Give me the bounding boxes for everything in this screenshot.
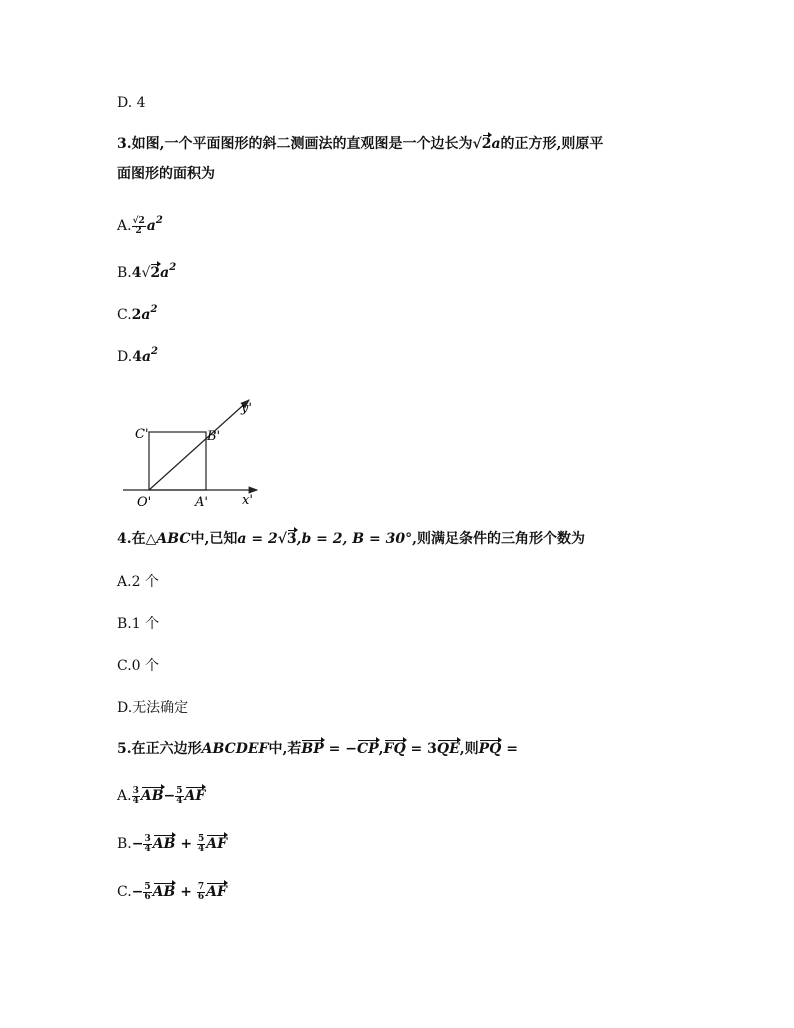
hexagon-name: ABCDEF — [201, 741, 269, 757]
denominator: 6 — [197, 891, 205, 902]
fraction — [132, 787, 140, 806]
denominator: 2 — [135, 225, 142, 236]
exponent: 2 — [155, 215, 163, 226]
fraction — [132, 217, 146, 236]
q3-stem-line1 — [117, 134, 603, 154]
label-y: y' — [241, 401, 252, 416]
option-label: A. — [117, 218, 132, 234]
square — [149, 432, 206, 490]
q5-stem — [117, 739, 518, 759]
exponent: 2 — [150, 304, 158, 315]
exponent: 2 — [169, 262, 177, 273]
coefficient: 4 — [131, 265, 142, 281]
q4-option-c — [117, 656, 159, 676]
triangle-name: ABC — [156, 531, 191, 547]
fraction — [175, 787, 183, 806]
sqrt-radicand: 2 — [150, 265, 161, 281]
option-label: D. — [117, 95, 133, 111]
q2-option-d — [117, 93, 146, 113]
stem-text: 的正方形,则原平 — [500, 136, 604, 152]
question-number: 3. — [117, 136, 132, 152]
operator: + — [175, 884, 197, 900]
label-o: O' — [137, 495, 152, 510]
sign: − — [131, 884, 144, 900]
stem-text: 中,已知 — [190, 531, 238, 547]
option-label: A. — [117, 574, 132, 590]
question-number: 4. — [117, 531, 132, 547]
option-label: D. — [117, 349, 133, 365]
operator: − — [163, 788, 176, 804]
option-label: B. — [117, 836, 132, 852]
coefficient: 2 — [131, 307, 142, 323]
denominator: 4 — [176, 795, 183, 806]
stem-text: 如图,一个平面图形的斜二测画法的直观图是一个边长为 — [131, 136, 473, 152]
vector-bp: BP — [301, 741, 324, 757]
question-number: 5. — [117, 741, 132, 757]
denominator: 4 — [144, 843, 151, 854]
variable-a: a — [141, 307, 151, 323]
stem-text: 在正六边形 — [131, 741, 202, 757]
vector-qe: QE — [436, 741, 460, 757]
option-text: 0 个 — [131, 658, 160, 674]
q3-stem-line2 — [117, 164, 215, 184]
option-text: 4 — [136, 95, 146, 111]
option-label: B. — [117, 265, 132, 281]
q3-option-b — [117, 258, 176, 283]
vector-cp: CP — [356, 741, 379, 757]
sqrt-radicand: 3 — [286, 531, 297, 547]
exponent: 2 — [151, 346, 158, 357]
stem-text: 中,若 — [268, 741, 302, 757]
vector-af: AF — [206, 836, 228, 852]
option-label: C. — [117, 884, 132, 900]
denominator: 4 — [197, 843, 205, 854]
denominator: 4 — [132, 795, 139, 806]
stem-text: 面图形的面积为 — [117, 166, 215, 182]
operator: + — [175, 836, 197, 852]
numerator: 5 — [144, 881, 151, 892]
fraction — [143, 883, 151, 902]
fraction — [197, 883, 205, 902]
vector-ab: AB — [140, 788, 164, 804]
numerator: √2 — [132, 215, 145, 226]
option-label: C. — [117, 307, 132, 323]
vector-ab: AB — [152, 884, 176, 900]
stem-text: ,则 — [459, 741, 479, 757]
oblique-projection-figure — [117, 392, 267, 514]
sqrt-symbol: √2 — [141, 265, 161, 281]
q3-option-c — [117, 300, 157, 325]
q5-option-b — [117, 834, 227, 854]
q4-option-a — [117, 572, 159, 592]
variable-a: a — [141, 349, 152, 365]
triangle-symbol: △ — [145, 531, 157, 547]
denominator: 6 — [144, 891, 151, 902]
variable-a: a — [160, 265, 170, 281]
q5-option-a — [117, 786, 205, 806]
sign: − — [131, 836, 144, 852]
q4-option-b — [117, 614, 159, 634]
fraction — [143, 835, 151, 854]
label-c: C' — [135, 427, 149, 442]
q3-option-a — [117, 211, 163, 236]
coefficient: 4 — [132, 349, 142, 365]
y-axis — [149, 400, 249, 490]
q5-option-c — [117, 882, 227, 902]
operator: = − — [323, 741, 357, 757]
option-label: B. — [117, 616, 132, 632]
vector-fq: FQ — [383, 741, 406, 757]
operator: = — [501, 741, 518, 757]
stem-text: ,则满足条件的三角形个数为 — [412, 531, 585, 547]
label-x: x' — [242, 493, 253, 508]
option-text: 1 个 — [131, 616, 160, 632]
numerator: 3 — [132, 785, 139, 796]
label-a: A' — [195, 495, 208, 510]
numerator: 5 — [176, 785, 183, 796]
sqrt-radicand: 2 — [481, 136, 492, 152]
condition-b: ,b = 2, B = 30° — [296, 531, 413, 547]
option-text: 无法确定 — [132, 700, 189, 716]
condition-a: a = 2 — [237, 531, 278, 547]
variable-a: a — [491, 136, 501, 152]
option-label: C. — [117, 658, 132, 674]
label-b: B' — [207, 429, 221, 444]
option-label: A. — [117, 788, 132, 804]
q4-stem — [117, 529, 585, 549]
operator: = 3 — [405, 741, 437, 757]
vector-pq: PQ — [478, 741, 502, 757]
vector-af: AF — [184, 788, 206, 804]
numerator: 7 — [197, 881, 205, 892]
numerator: 3 — [144, 833, 151, 844]
stem-text: 在 — [131, 531, 146, 547]
option-text: 2 个 — [131, 574, 159, 590]
variable-a: a — [146, 218, 156, 234]
q3-option-d — [117, 342, 158, 367]
sqrt-symbol: √2 — [472, 136, 492, 152]
vector-af: AF — [206, 884, 227, 900]
numerator: 5 — [197, 833, 205, 844]
sqrt-symbol: √3 — [277, 531, 297, 547]
separator: , — [378, 741, 384, 757]
option-label: D. — [117, 700, 133, 716]
fraction — [197, 835, 205, 854]
q4-option-d — [117, 698, 188, 718]
vector-ab: AB — [152, 836, 176, 852]
